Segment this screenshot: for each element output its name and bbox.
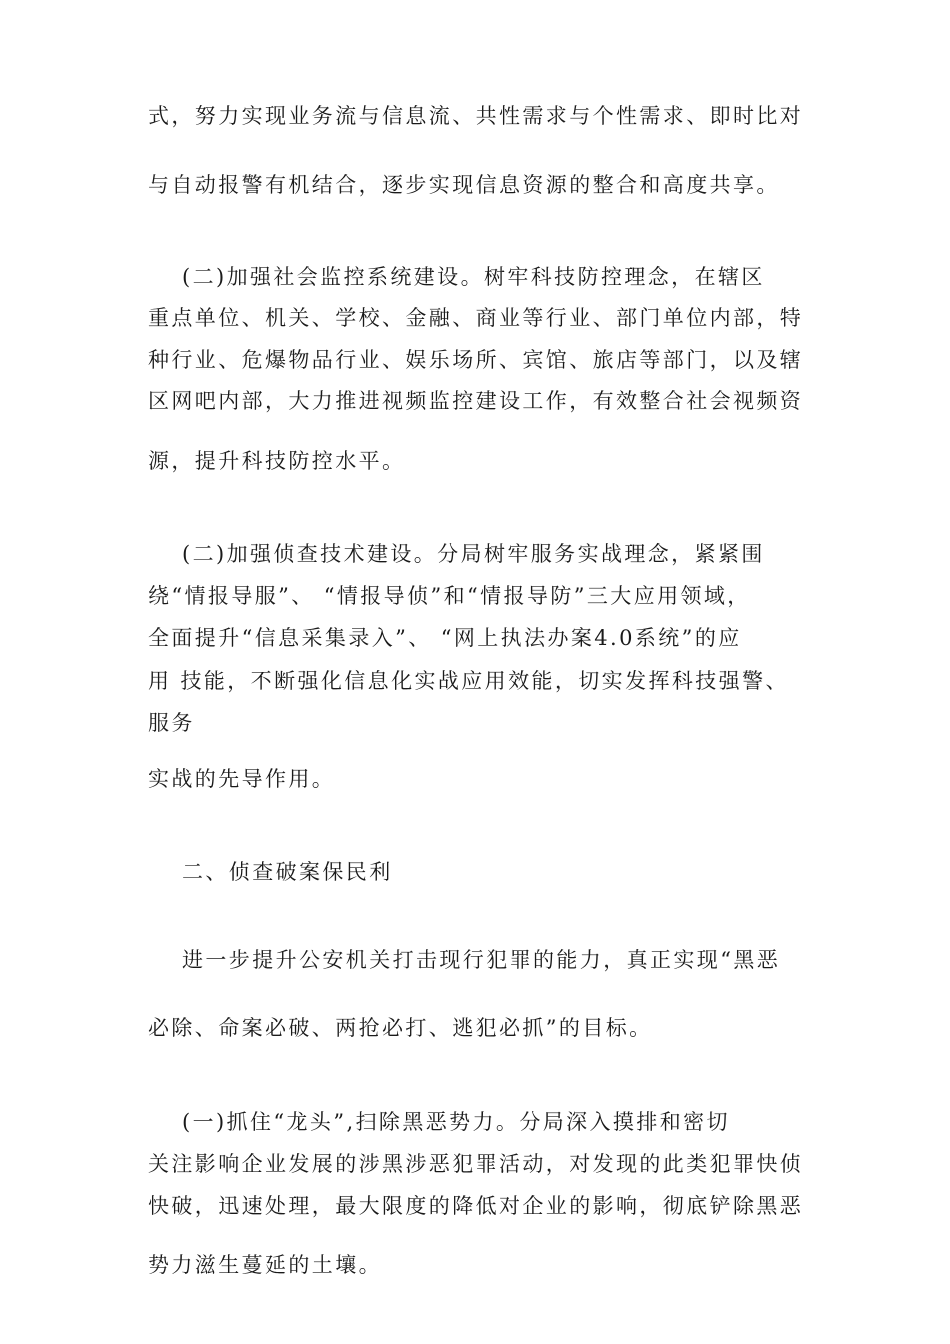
section-heading-line: (一)抓住“龙头”,扫除黑恶势力。分局深入摸排和密切 bbox=[182, 1110, 730, 1134]
paragraph-line: 必除、命案必破、两抢必打、逃犯必抓”的目标。 bbox=[148, 1016, 653, 1040]
paragraph-line: 势力滋生蔓延的土壤。 bbox=[148, 1253, 382, 1277]
paragraph-line: 源，提升科技防控水平。 bbox=[148, 449, 406, 473]
section-heading-line: (二)加强社会监控系统建设。树牢科技防控理念，在辖区 bbox=[182, 265, 765, 289]
paragraph-line: 进一步提升公安机关打击现行犯罪的能力，真正实现“黑恶 bbox=[182, 948, 781, 972]
paragraph-line: 用 技能，不断强化信息化实战应用效能，切实发挥科技强警、 bbox=[148, 669, 789, 693]
paragraph-line: 服务 bbox=[148, 711, 195, 735]
section-heading-line: (二)加强侦查技术建设。分局树牢服务实战理念，紧紧围 bbox=[182, 542, 765, 566]
paragraph-line: 式，努力实现业务流与信息流、共性需求与个性需求、即时比对 bbox=[148, 104, 804, 128]
paragraph-line: 重点单位、机关、学校、金融、商业等行业、部门单位内部，特 bbox=[148, 306, 804, 330]
paragraph-line: 快破，迅速处理，最大限度的降低对企业的影响，彻底铲除黑恶 bbox=[148, 1194, 804, 1218]
paragraph-line: 绕“情报导服”、 “情报导侦”和“情报导防”三大应用领域， bbox=[148, 584, 751, 608]
paragraph-line: 种行业、危爆物品行业、娱乐场所、宾馆、旅店等部门，以及辖 bbox=[148, 348, 804, 372]
paragraph-line: 区网吧内部，大力推进视频监控建设工作，有效整合社会视频资 bbox=[148, 389, 804, 413]
chapter-heading: 二、侦查破案保民利 bbox=[182, 860, 393, 884]
paragraph-line: 与自动报警有机结合，逐步实现信息资源的整合和高度共享。 bbox=[148, 173, 780, 197]
paragraph-line: 实战的先导作用。 bbox=[148, 767, 336, 791]
paragraph-line: 全面提升“信息采集录入”、 “网上执法办案4.0系统”的应 bbox=[148, 626, 742, 650]
paragraph-line: 关注影响企业发展的涉黑涉恶犯罪活动，对发现的此类犯罪快侦 bbox=[148, 1152, 804, 1176]
